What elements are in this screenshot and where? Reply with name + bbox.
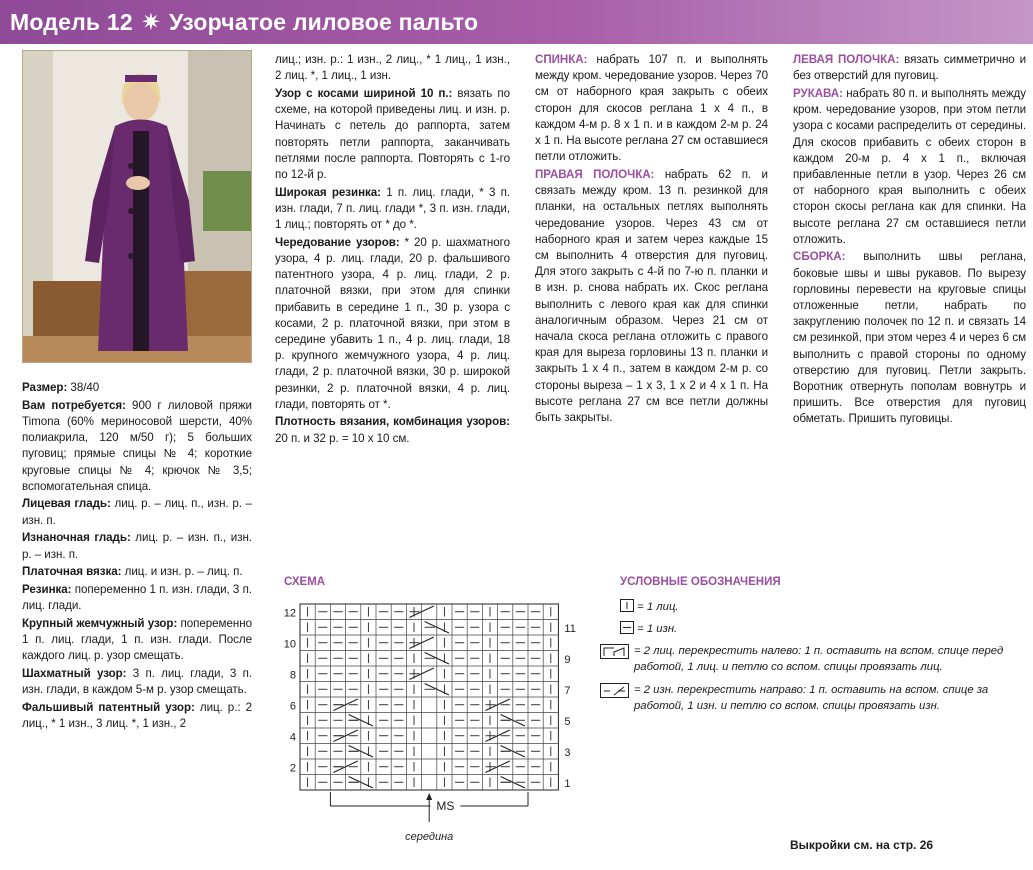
legend-purl — [620, 621, 1020, 638]
left-front-value: вязать симметрично и без отверстий для пуговиц. — [793, 53, 1026, 83]
row-label-right: 1 — [564, 777, 571, 790]
row-label-right: 7 — [564, 684, 571, 697]
column-2 — [275, 52, 510, 448]
garter-value: лиц. и изн. р. – лиц. п. — [121, 565, 243, 579]
alternation-paragraph — [275, 235, 510, 413]
row-label-right: 11 — [564, 622, 576, 635]
model-number: Модель 12 — [10, 8, 133, 35]
sleeves-label: РУКАВА: — [793, 86, 843, 100]
row-label-left: 6 — [289, 700, 296, 713]
right-front-value: набрать 62 п. и связать между кром. 13 п. резинкой для планки, на остальных петлях выполнять чередование узоров. Через 43 см от наборного края и затем через каждые 15 см выполнить 4 отверстия для пуговиц. Для этого закрыть с 4-й по 7-ю п. планки и в изн. р. снова набрать их. Скос реглана выполнить с левого края как для спинки аналогичным образом. Через 21 см от начала скоса реглана отложить с правого края для выреза горловины 13 п. планки и закрыть 1 х 4 п., затем в каждом 2-м р. со стороны выреза – 1 х 3, 1 х 2 и 4 х 1 п. На высоте реглана 27 см все петли должны быть закрыты. — [535, 167, 768, 424]
back-label: СПИНКА: — [535, 53, 588, 66]
column-1 — [22, 380, 252, 734]
assembly-value: выполнить швы реглана, боковые швы и швы рукавов. По вырезу горловины перевести на круговые спицы отложенные петли, набрать по закруглению полочек по 12 п. и связать 14 см резинкой, при этом через 4 и через 6 см выполнить с правой стороны по одному отверстию для пуговиц. Петли закрыть. Воротник отвернуть пополам вовнутрь и пришить. Все отверстия для пуговиц обметать. Пришить пуговицы. — [793, 250, 1026, 426]
legend-knit-text: = 1 лиц. — [637, 601, 679, 613]
face-stitch-value: лиц. р. – лиц. п., изн. р. – изн. п. — [22, 497, 252, 527]
garter-paragraph — [22, 564, 252, 580]
pearl-value: попеременно 1 п. лиц. глади, 1 п. изн. глади. После каждого лиц. р. узор смещать. — [22, 616, 252, 663]
rib-label: Резинка: — [22, 582, 72, 596]
assembly-label: СБОРКА: — [793, 250, 846, 264]
cable-paragraph — [275, 86, 510, 183]
knit-symbol-icon — [620, 599, 634, 612]
wide-rib-label: Широкая резинка: — [275, 185, 381, 199]
alternation-label: Чередование узоров: — [275, 235, 400, 249]
chart-bottom — [330, 792, 528, 843]
density-label: Плотность вязания, комбинация узоров: — [275, 415, 510, 429]
row-label-right: 3 — [564, 746, 571, 759]
column-3 — [535, 52, 768, 428]
materials-paragraph — [22, 398, 252, 495]
materials-label: Вам потребуется: — [22, 398, 126, 412]
chess-paragraph — [22, 666, 252, 698]
back-value: набрать 107 п. и выполнять между кром. чередование узоров. Через 70 см от наборного края закрыть с обеих сторон для скосов реглана 1 х 4 п., в каждом 4-м р. 8 х 1 п. и в каждом 2-м р. 24 х 1 п. На высоте реглана 27 см оставшиеся петли отложить. — [535, 53, 768, 164]
schema-title: СХЕМА — [284, 576, 326, 588]
center-arrow-head — [426, 793, 432, 800]
sleeves-value: набрать 80 п. и выполнять между кром. чередование узоров, при этом петли узора с косами распределить от середины. Для скосов прибавить с обеих сторон в каждом 20-м р. 4 х 1 п., включая прибавленные петли в узор. Через 26 см от наборного края выполнить с обеих сторон скосы реглана как для спинки. На высоте реглана 27 см оставшиеся петли отложить. — [793, 86, 1026, 246]
title-banner — [0, 0, 1033, 44]
size-paragraph — [22, 380, 252, 396]
knitting-chart — [280, 592, 590, 852]
column-4 — [793, 52, 1026, 429]
row-label-left: 4 — [289, 731, 296, 744]
footer-note: Выкройки см. на стр. 26 — [790, 838, 934, 852]
rib-value: попеременно 1 п. изн. глади, 3 п. лиц. глади. — [22, 582, 252, 613]
face-stitch-paragraph — [22, 496, 252, 528]
cable-value: вязать по схеме, на которой приведены лиц. и изн. р. Начинать с петель до раппорта, затем повторять петли раппорта, заканчивать петлями после раппорта. Повторять с 1-го по 12-й р. — [275, 86, 510, 181]
rib-paragraph — [22, 582, 252, 614]
center-label: середина — [405, 831, 454, 843]
left-front-paragraph — [793, 52, 1026, 84]
legend-cross-right — [620, 683, 1020, 714]
materials-value: 900 г лиловой пряжи Timona (60% мериносовой шерсти, 40% полиакрила, 120 м/50 г); 5 больших пуговиц; прямые спицы № 4; короткие круговые спицы № 4; крючок № 3,5; вспомогательная спица. — [22, 398, 252, 493]
fake-patent-label: Фальшивый патентный узор: — [22, 700, 195, 714]
row-label-right: 5 — [564, 715, 571, 728]
cross-right-symbol-icon — [600, 683, 630, 699]
star-icon: ✷ — [140, 8, 161, 36]
wide-rib-value: 1 п. лиц. глади, * 3 п. изн. глади, 7 п. лиц. глади *, 3 п. изн. глади, 1 лиц.; повторять от * до *. — [275, 185, 510, 232]
density-paragraph — [275, 414, 510, 446]
model-photo — [22, 50, 252, 363]
row-label-left: 8 — [289, 669, 296, 682]
purl-stitch-value: лиц. р. – изн. п., изн. р. – изн. п. — [22, 531, 252, 561]
fake-patent-paragraph — [22, 700, 252, 732]
legend-cross-right-text: = 2 изн. перекрестить направо: 1 п. оставить на вспом. спице за работой, 1 изн. и петлю со вспом. спицы провязать изн. — [634, 684, 989, 712]
right-front-paragraph — [535, 167, 768, 426]
back-paragraph — [535, 52, 768, 165]
purl-stitch-label: Изнаночная гладь: — [22, 531, 131, 545]
density-value: 20 п. и 32 р. = 10 х 10 см. — [275, 431, 410, 445]
chess-value: 3 п. лиц. глади, 3 п. изн. глади, в каждом 5-м р. узор смещать. — [22, 666, 252, 697]
left-front-label: ЛЕВАЯ ПОЛОЧКА: — [793, 53, 900, 66]
fake-patent-continuation: лиц.; изн. р.: 1 изн., 2 лиц., * 1 лиц., 1 изн., 2 лиц. *, 1 лиц., 1 изн. — [275, 53, 510, 83]
ms-label: MS — [436, 799, 455, 813]
page-title: Узорчатое лиловое пальто — [168, 8, 479, 35]
pearl-label: Крупный жемчужный узор: — [22, 616, 178, 630]
cross-left-symbol-icon — [600, 644, 630, 660]
cable-label: Узор с косами шириной 10 п.: — [275, 86, 453, 100]
chess-label: Шахматный узор: — [22, 666, 127, 680]
pearl-paragraph — [22, 616, 252, 665]
legend-cross-left-text: = 2 лиц. перекрестить налево: 1 п. оставить на вспом. спице перед работой, 1 лиц. и петлю со вспом. спицы провязать лиц. — [634, 645, 1004, 673]
row-label-left: 2 — [289, 762, 296, 775]
assembly-paragraph — [793, 249, 1026, 427]
size-value: 38/40 — [67, 381, 100, 394]
coat-illustration — [23, 51, 252, 363]
purl-stitch-paragraph — [22, 530, 252, 562]
purl-symbol-icon — [620, 621, 634, 634]
chart-grid — [300, 604, 558, 790]
legend-knit — [620, 599, 1020, 616]
fake-patent-value: лиц. р.: 2 лиц., * 1 изн., 3 лиц. *, 1 изн., 2 — [22, 700, 252, 731]
legend-purl-text: = 1 изн. — [637, 623, 678, 635]
row-label-right: 9 — [564, 653, 571, 666]
row-label-left: 12 — [283, 607, 296, 620]
size-label: Размер: — [22, 381, 68, 394]
right-front-label: ПРАВАЯ ПОЛОЧКА: — [535, 167, 655, 181]
alternation-value: * 20 р. шахматного узора, 4 р. лиц. глади, 20 р. фальшивого патентного узора, 4 р. лиц. глади, 2 р. платочной вязки, при этом для спинки прибавить в середине 1 п., 30 р. узора с косами, 2 р. платочной вязки, при этом в середине убавить 1 п., 4 р. лиц. глади, 18 р. крупного жемчужного узора, 4 р. лиц. глади, 2 р. платочной вязки, 30 р. широкой резинки, 2 р. платочной вязки, 4 р. лиц. глади, повторять от *. — [275, 235, 510, 411]
legend-cross-left — [620, 644, 1020, 675]
sleeves-paragraph — [793, 86, 1026, 248]
garter-label: Платочная вязка: — [22, 565, 122, 579]
wide-rib-paragraph — [275, 185, 510, 234]
row-label-left: 10 — [283, 638, 296, 651]
face-stitch-label: Лицевая гладь: — [22, 497, 111, 511]
legend-title: УСЛОВНЫЕ ОБОЗНАЧЕНИЯ — [620, 576, 781, 588]
